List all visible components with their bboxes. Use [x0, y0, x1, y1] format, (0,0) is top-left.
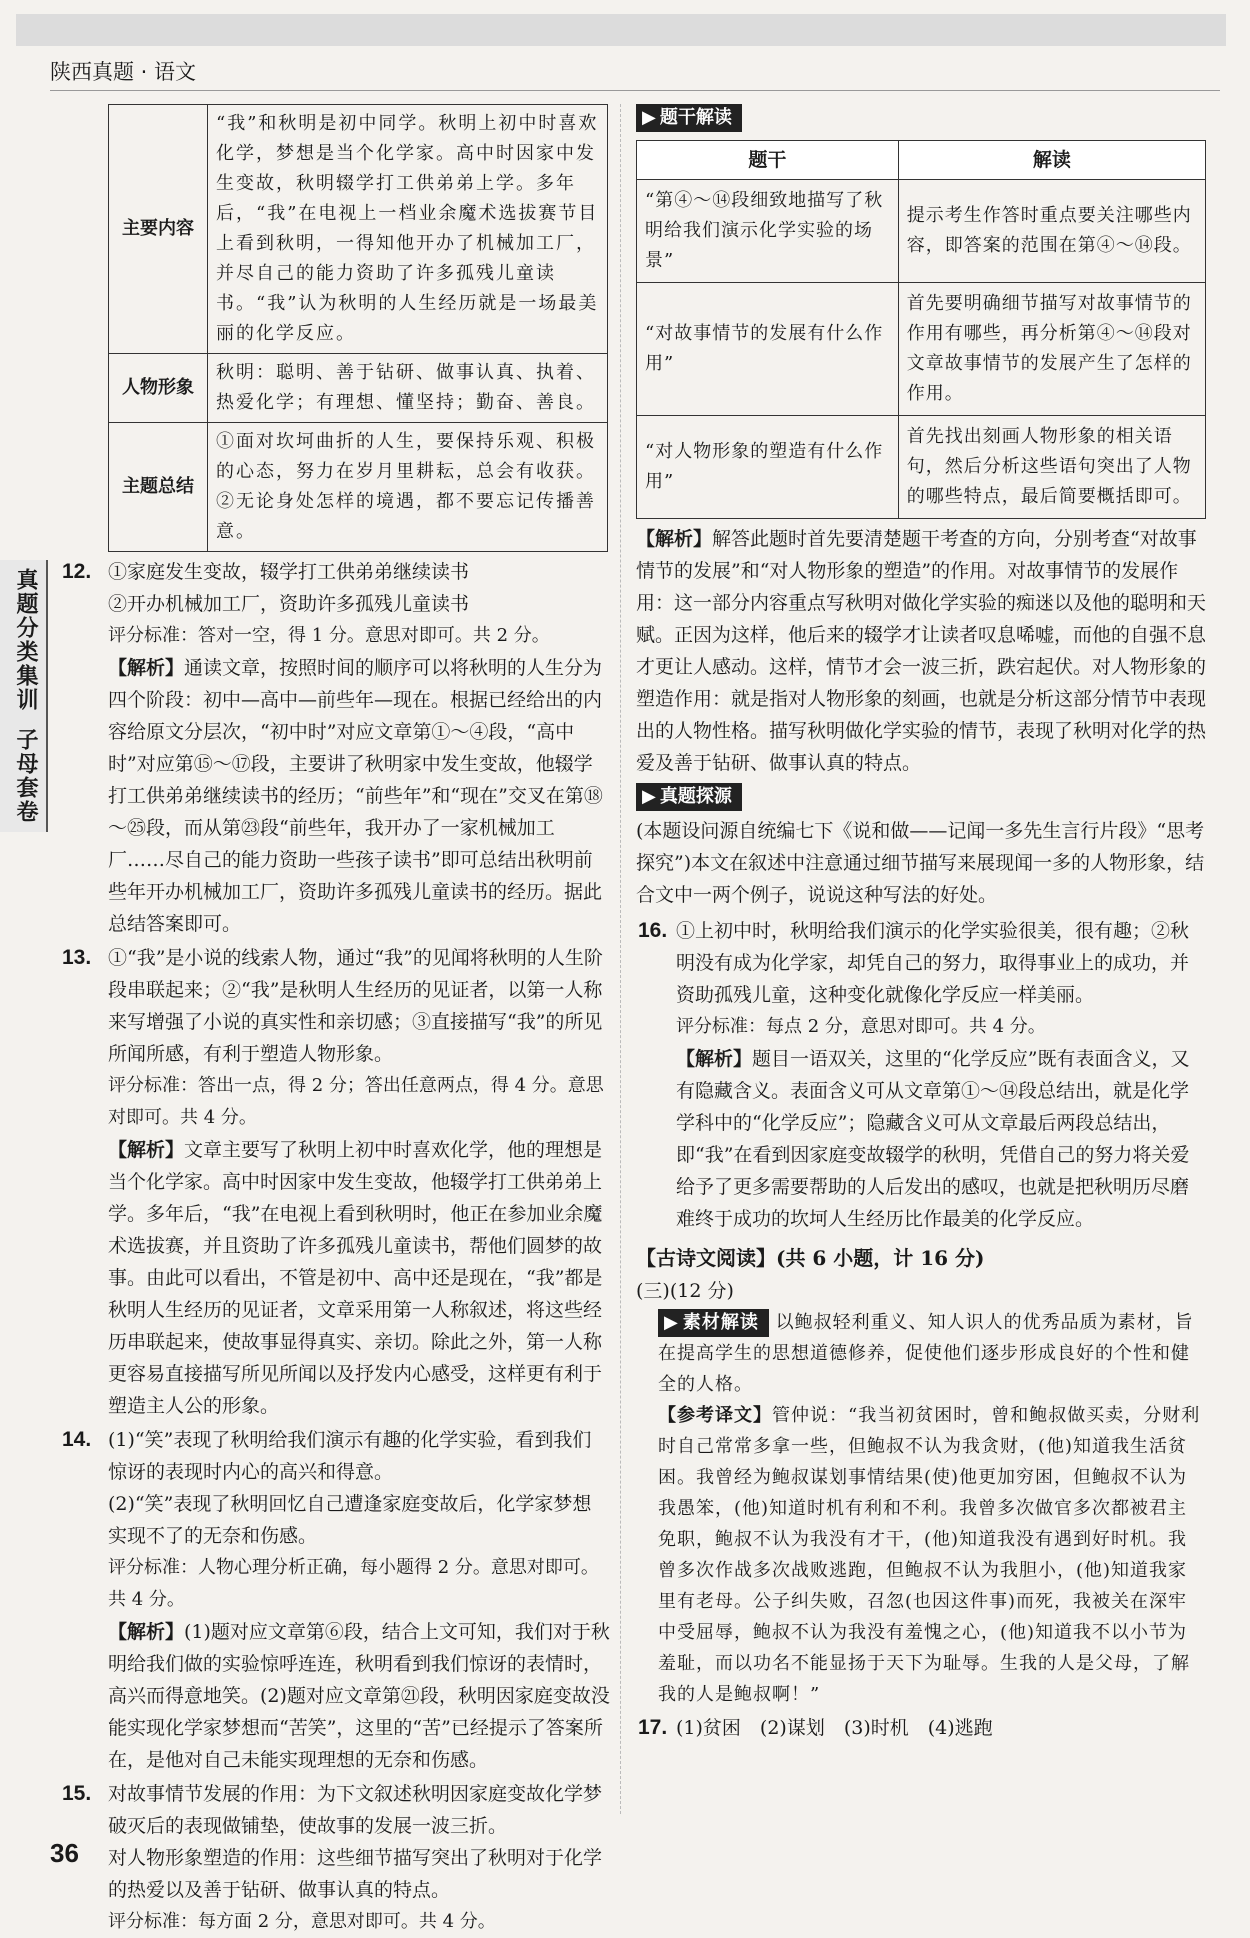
- right-column: [636, 104, 1206, 1744]
- analysis-label: 【解析】: [636, 528, 713, 550]
- analysis-text: 解答此题时首先要清楚题干考查的方向，分别考查“对故事情节的发展”和“对人物形象的塑造”的作用。对故事情节的发展作用：这一部分内容重点写秋明对做化学实验的痴迷以及他的聪明和天赋。正因为这样，他后来的辍学才让读者叹息唏嘘，而他的自强不息才更让人感动。这样，情节才会一波三折，跌宕起伏。对人物形象的塑造作用：就是指对人物形象的刻画，也就是分析这部分情节中表现出的人物性格。描写秋明做化学实验的情节，表现了秋明对化学的热爱及善于钻研、做事认真的特点。: [636, 528, 1207, 774]
- source-tag-label: 真题探源: [659, 786, 732, 807]
- analysis-label: 【解析】: [676, 1048, 753, 1070]
- stem-cell: “第④～⑭段细致地描写了秋明给我们演示化学实验的场景”: [637, 180, 899, 283]
- analysis: [108, 1134, 610, 1422]
- answer-line: 对故事情节发展的作用：为下文叙述秋明因家庭变故化学梦破灭后的表现做铺垫，使故事的发展一波三折。: [108, 1783, 603, 1837]
- row-text: 秋明：聪明、善于钻研、做事认真、执着、热爱化学；有理想、懂坚持；勤奋、善良。: [208, 354, 608, 423]
- summary-table: [108, 104, 608, 552]
- side-tab-label: 真题分类集训: [13, 568, 38, 712]
- question-16: [636, 915, 1206, 1235]
- read-cell: 首先找出刻画人物形象的相关语句，然后分析这些语句突出了人物的哪些特点，最后简要概括即可。: [898, 416, 1205, 519]
- question-number: 12.: [62, 560, 92, 583]
- row-label: 主题总结: [109, 423, 208, 552]
- question-12: [60, 556, 610, 940]
- arrow-icon: ▶: [664, 1312, 679, 1333]
- table-row: [109, 105, 608, 354]
- table-row: [637, 416, 1206, 519]
- analysis-label: 【解析】: [108, 1621, 185, 1643]
- row-text: “我”和秋明是初中同学。秋明上初中时喜欢化学，梦想是当个化学家。高中时因家中发生变故，秋明辍学打工供弟弟上学。多年后，“我”在电视上一档业余魔术选拔赛节目上看到秋明，一得知他开办了机械加工厂，并尽自己的能力资助了许多孤残儿童读书。“我”认为秋明的人生经历就是一场最美丽的化学反应。: [208, 105, 608, 354]
- classical-subsection: (三)(12 分): [636, 1280, 734, 1302]
- question-number: 16.: [638, 919, 668, 942]
- question-17: [636, 1712, 1206, 1744]
- analysis: [108, 652, 610, 940]
- answer-line: ②开办机械加工厂，资助许多孤残儿童读书: [108, 593, 470, 615]
- analysis-text: 题目一语双关，这里的“化学反应”既有表面含义，又有隐藏含义。表面含义可从文章第①～⑭段总结出，就是化学学科中的“化学反应”；隐藏含义可从文章最后两段总结出，即“我”在看到因家庭变故辍学的秋明，凭借自己的努力将关爱给予了更多需要帮助的人后发出的感叹，也就是把秋明历尽磨难终于成功的坎坷人生经历比作最美的化学反应。: [676, 1048, 1190, 1230]
- score-standard: 评分标准：答出一点，得 2 分；答出任意两点，得 4 分。意思对即可。共 4 分。: [108, 1075, 604, 1128]
- stem-cell: “对故事情节的发展有什么作用”: [637, 283, 899, 416]
- table-row: [109, 354, 608, 423]
- page-header: 陕西真题 · 语文: [50, 60, 197, 84]
- arrow-icon: ▶: [642, 107, 656, 128]
- analysis-label: 【解析】: [108, 1139, 185, 1161]
- answer-line: (1)“笑”表现了秋明给我们演示有趣的化学实验，看到我们惊讶的表现时内心的高兴和得意。: [108, 1429, 592, 1483]
- score-standard: 评分标准：答对一空，得 1 分。意思对即可。共 2 分。: [108, 625, 550, 646]
- question-number: 13.: [62, 946, 92, 969]
- left-column: [60, 104, 610, 1938]
- side-tab: [0, 560, 48, 832]
- analysis-text: (1)题对应文章第⑥段，结合上文可知，我们对于秋明给我们做的实验惊呼连连，秋明看到我们惊讶的表情时，高兴而得意地笑。(2)题对应文章第㉑段，秋明因家庭变故没能实现化学家梦想而“苦笑”，这里的“苦”已经提示了答案所在，是他对自己未能实现理想的无奈和伤感。: [108, 1621, 610, 1771]
- arrow-icon: ▶: [642, 786, 656, 807]
- column-divider: [620, 104, 621, 1814]
- source-tag: [636, 783, 1206, 811]
- question-13: [60, 942, 610, 1422]
- material-tag-label: 素材解读: [682, 1312, 759, 1333]
- column-header: 解读: [898, 141, 1205, 180]
- stem-tag-label: 题干解读: [659, 107, 732, 128]
- material-tag: [658, 1309, 769, 1337]
- table-row: [637, 283, 1206, 416]
- question-number: 14.: [62, 1428, 92, 1451]
- row-label: 主要内容: [109, 105, 208, 354]
- score-standard: 评分标准：人物心理分析正确，每小题得 2 分。意思对即可。共 4 分。: [108, 1557, 599, 1610]
- analysis: [108, 1616, 610, 1776]
- analysis-text: 文章主要写了秋明上初中时喜欢化学，他的理想是当个化学家。高中时因家中发生变故，他辍学打工供弟弟上学。多年后，“我”在电视上看到秋明时，他正在参加业余魔术选拔赛，并且资助了许多孤残儿童读书，帮他们圆梦的故事。由此可以看出，不管是初中、高中还是现在，“我”都是秋明人生经历的见证者，文章采用第一人称叙述，将这些经历串联起来，使故事显得真实、亲切。除此之外，第一人称更容易直接描写所见所闻以及抒发内心感受，这样更有利于塑造主人公的形象。: [108, 1139, 603, 1417]
- translation: [658, 1400, 1206, 1710]
- material-text: 以鲍叔轻利重义、知人识人的优秀品质为素材，旨在提高学生的思想道德修养，促使他们逐步形成良好的个性和健全的人格。: [658, 1312, 1194, 1395]
- table-header-row: [637, 141, 1206, 180]
- row-text: ①面对坎坷曲折的人生，要保持乐观、积极的心态，努力在岁月里耕耘，总会有收获。②无论身处怎样的境遇，都不要忘记传播善意。: [208, 423, 608, 552]
- translation-label: 【参考译文】: [658, 1405, 772, 1426]
- answer-line: (2)“笑”表现了秋明回忆自己遭逢家庭变故后，化学家梦想实现不了的无奈和伤感。: [108, 1493, 592, 1547]
- answer-line: (1)贫困 (2)谋划 (3)时机 (4)逃跑: [676, 1717, 993, 1739]
- stem-table: [636, 140, 1206, 519]
- analysis-label: 【解析】: [108, 657, 185, 679]
- question-number: 15.: [62, 1782, 92, 1805]
- read-cell: 提示考生作答时重点要关注哪些内容，即答案的范围在第④～⑭段。: [898, 180, 1205, 283]
- stem-analysis: [636, 523, 1206, 779]
- read-cell: 首先要明确细节描写对故事情节的作用有哪些，再分析第④～⑭段对文章故事情节的发展产生了怎样的作用。: [898, 283, 1205, 416]
- classical-section-title: 【古诗文阅读】(共 6 小题，计 16 分): [636, 1246, 985, 1270]
- analysis: [676, 1043, 1206, 1235]
- question-number: 17.: [638, 1716, 668, 1739]
- answer-line: 对人物形象塑造的作用：这些细节描写突出了秋明对于化学的热爱以及善于钻研、做事认真的特点。: [108, 1847, 603, 1901]
- score-standard: 评分标准：每方面 2 分，意思对即可。共 4 分。: [108, 1911, 496, 1932]
- answer-line: ①上初中时，秋明给我们演示的化学实验很美，很有趣；②秋明没有成为化学家，却凭自己的努力，取得事业上的成功，并资助孤残儿童，这种变化就像化学反应一样美丽。: [676, 920, 1190, 1006]
- translation-text: 管仲说：“我当初贫困时，曾和鲍叔做买卖，分财利时自己常常多拿一些，但鲍叔不认为我贪财，(他)知道我生活贫困。我曾经为鲍叔谋划事情结果(使)他更加穷困，但鲍叔不认为我愚笨，(他)知道时机有利和不利。我曾多次做官多次都被君主免职，鲍叔不认为我没有才干，(他)知道我没有遇到好时机。我曾多次作战多次战败逃跑，但鲍叔不认为我胆小，(他)知道我家里有老母。公子纠失败，召忽(也因这件事)而死，我被关在深牢中受屈辱，鲍叔不认为我没有羞愧之心，(他)知道我不以小节为羞耻，而以功名不能显扬于天下为耻辱。生我的人是父母，了解我的人是鲍叔啊！”: [658, 1405, 1201, 1705]
- header-divider: [50, 90, 1220, 91]
- stem-cell: “对人物形象的塑造有什么作用”: [637, 416, 899, 519]
- answer-line: ①“我”是小说的线索人物，通过“我”的见闻将秋明的人生阶段串联起来；②“我”是秋明人生经历的见证者，以第一人称来写增强了小说的真实性和亲切感；③直接描写“我”的所见所闻所感，有利于塑造人物形象。: [108, 947, 603, 1065]
- material-block: [658, 1307, 1206, 1710]
- table-row: [109, 423, 608, 552]
- question-15: [60, 1778, 610, 1938]
- score-standard: 评分标准：每点 2 分，意思对即可。共 4 分。: [676, 1016, 1046, 1037]
- table-row: [637, 180, 1206, 283]
- side-tab-label-2: 子母套卷: [13, 728, 38, 824]
- stem-tag: [636, 104, 1206, 132]
- question-14: [60, 1424, 610, 1776]
- row-label: 人物形象: [109, 354, 208, 423]
- page-number: 36: [50, 1838, 79, 1868]
- top-bar: [16, 14, 1226, 46]
- analysis-text: 通读文章，按照时间的顺序可以将秋明的人生分为四个阶段：初中—高中—前些年—现在。根据已经给出的内容给原文分层次，“初中时”对应文章第①～④段，“高中时”对应第⑮～⑰段，主要讲了秋明家中发生变故，他辍学打工供弟弟继续读书的经历；“前些年”和“现在”交叉在第⑱～㉕段，而从第㉓段“前些年，我开办了一家机械加工厂……尽自己的能力资助一些孩子读书”即可总结出秋明前些年开办机械加工厂，资助许多孤残儿童读书的经历。据此总结答案即可。: [108, 657, 603, 935]
- column-header: 题干: [637, 141, 899, 180]
- source-text: (本题设问源自统编七下《说和做——记闻一多先生言行片段》“思考探究”)本文在叙述中注意通过细节描写来展现闻一多的人物形象，结合文中一两个例子，说说这种写法的好处。: [636, 820, 1205, 906]
- answer-line: ①家庭发生变故，辍学打工供弟弟继续读书: [108, 561, 470, 583]
